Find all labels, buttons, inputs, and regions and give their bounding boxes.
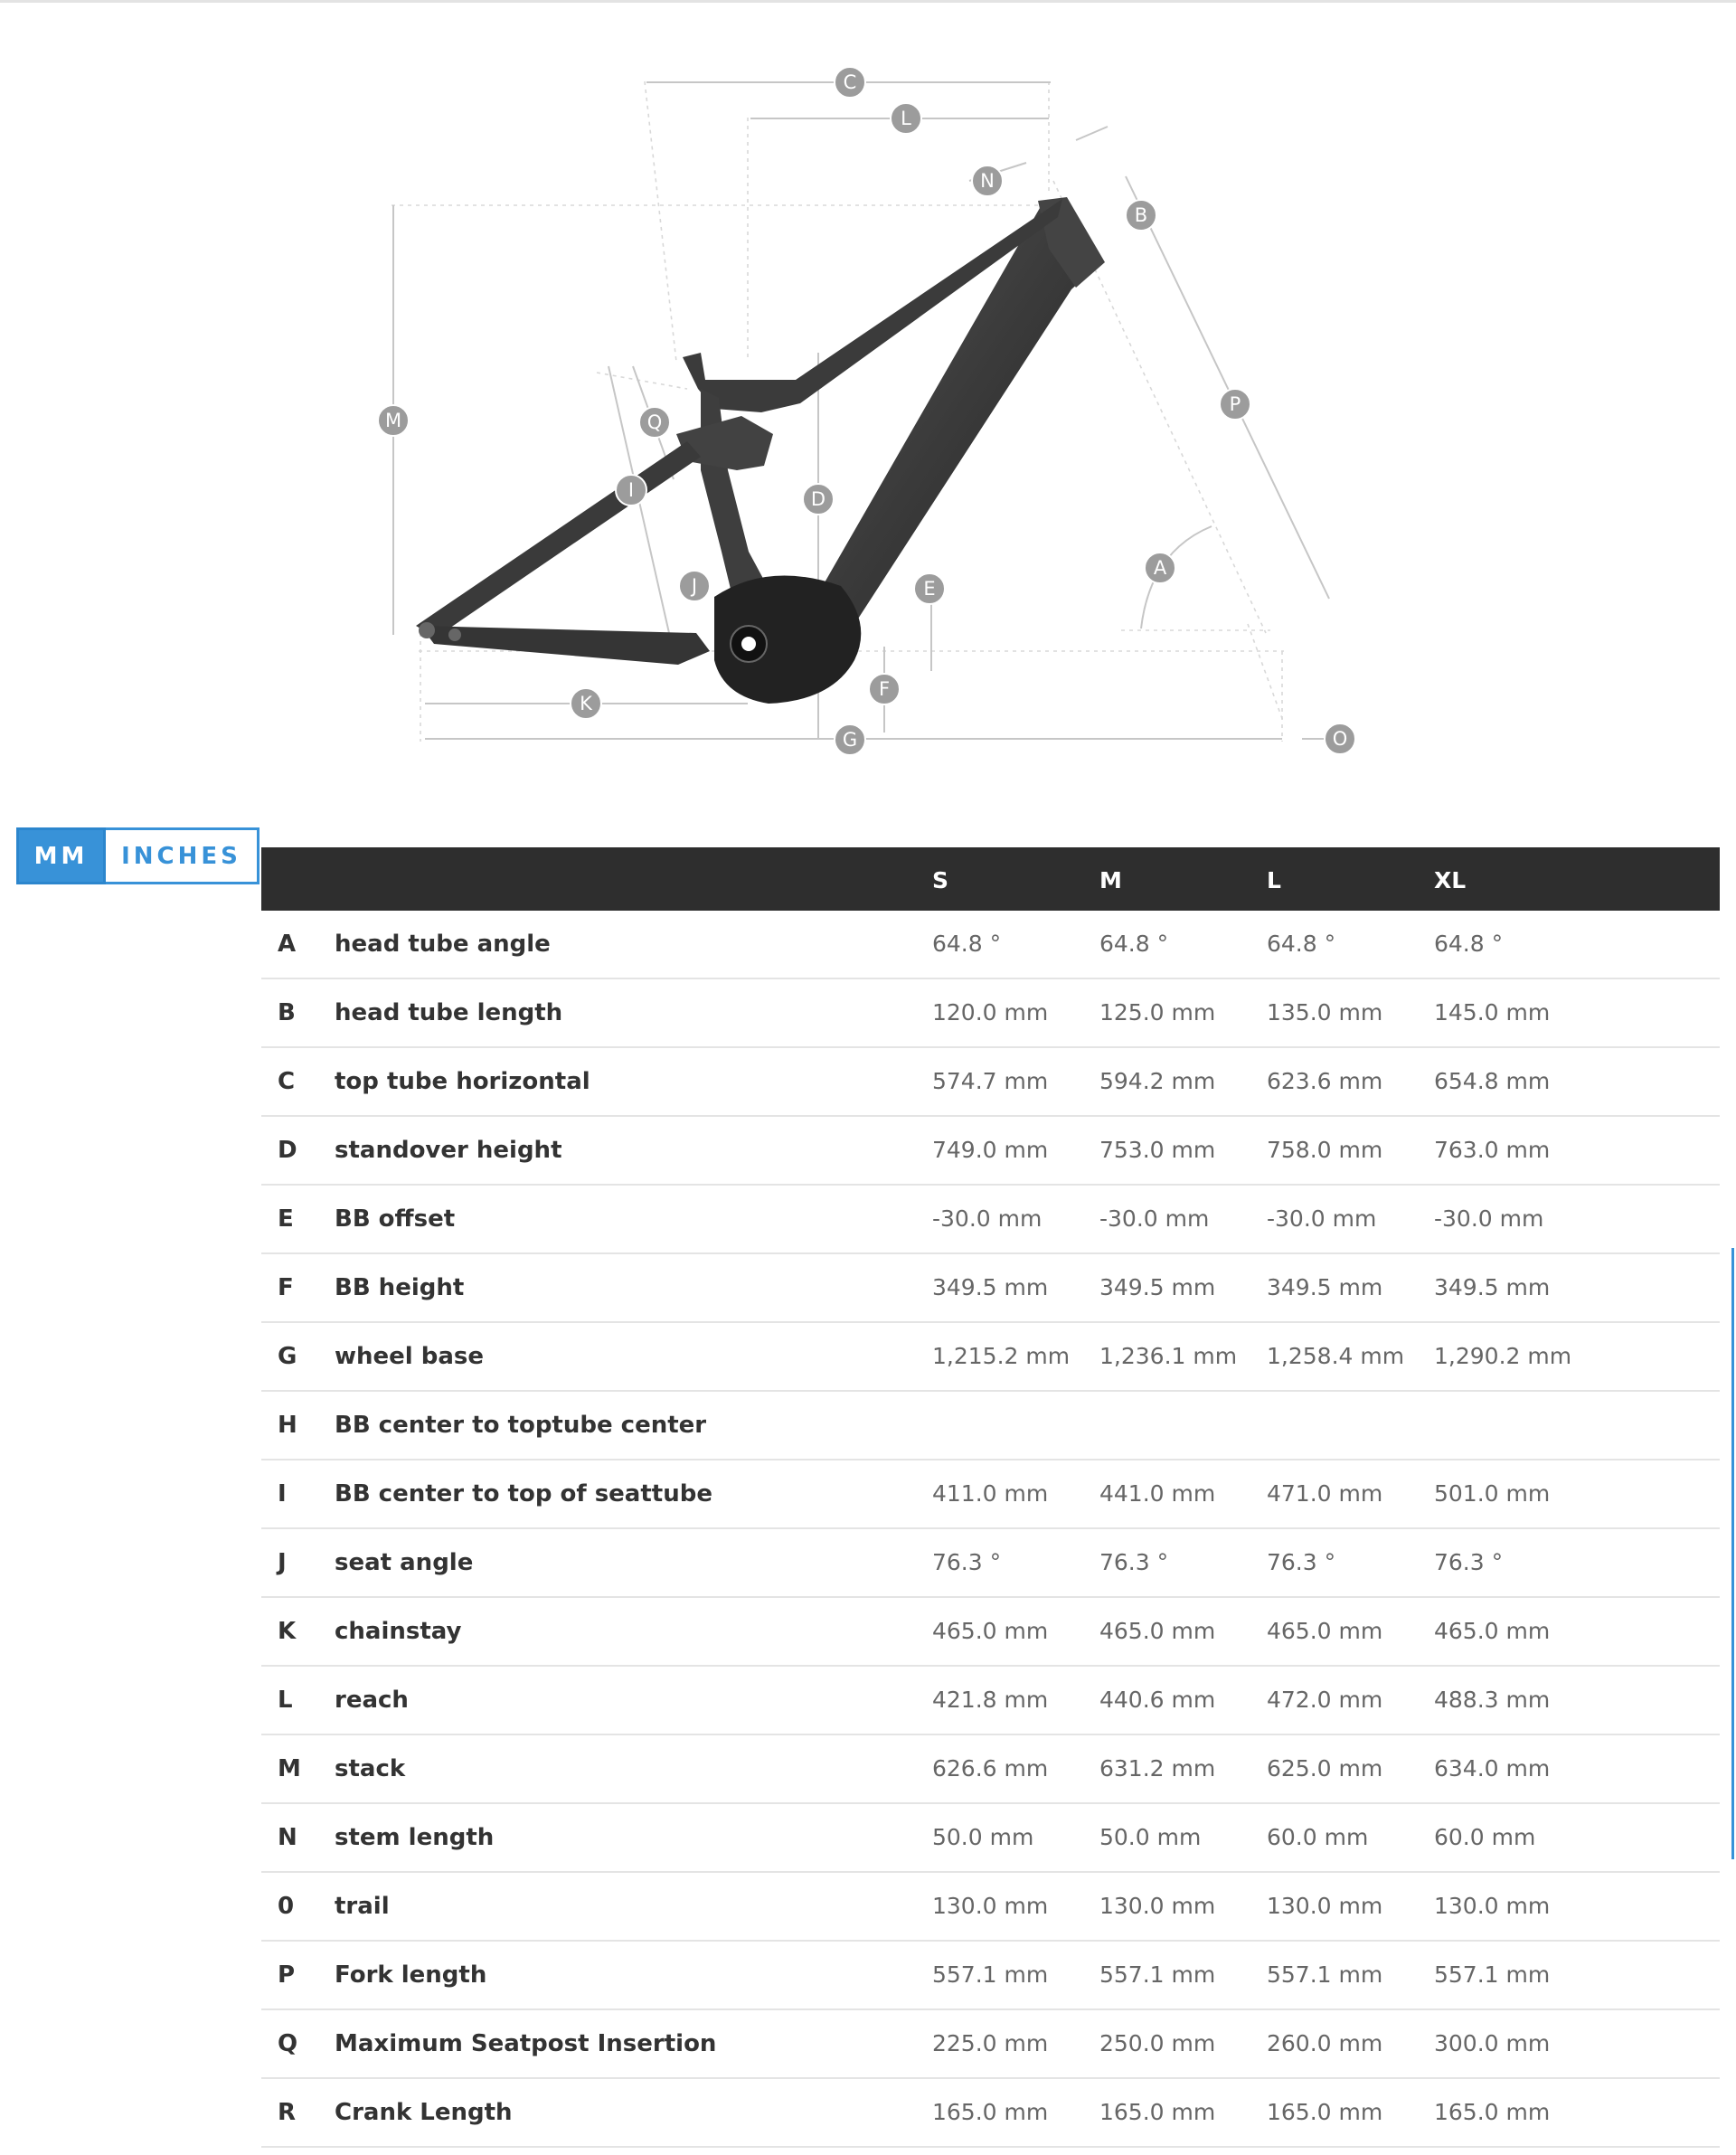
svg-text:L: L: [901, 108, 911, 129]
value-m: 1,236.1 mm: [1099, 1343, 1238, 1369]
value-xl: 165.0 mm: [1434, 2099, 1551, 2125]
row-label: head tube angle: [335, 931, 551, 958]
badge-e: [914, 573, 945, 604]
row-letter: M: [278, 1755, 301, 1782]
svg-text:K: K: [580, 693, 592, 714]
svg-text:D: D: [810, 488, 826, 510]
row-letter: R: [278, 2099, 297, 2126]
row-label: Fork length: [335, 1961, 487, 1989]
value-s: 349.5 mm: [932, 1274, 1049, 1300]
row-letter: F: [278, 1274, 294, 1301]
row-label: standover height: [335, 1137, 562, 1164]
value-xl: 349.5 mm: [1434, 1274, 1551, 1300]
badge-p: [1220, 389, 1250, 420]
row-label: chainstay: [335, 1618, 462, 1645]
value-s: -30.0 mm: [932, 1205, 1043, 1232]
row-letter: A: [278, 931, 297, 958]
badge-c: [835, 67, 865, 98]
value-s: 76.3 °: [932, 1549, 1002, 1575]
value-l: 260.0 mm: [1267, 2030, 1383, 2056]
value-xl: 145.0 mm: [1434, 999, 1551, 1026]
row-letter: I: [278, 1480, 287, 1508]
svg-text:N: N: [980, 170, 995, 192]
table-row: [261, 1942, 1720, 2010]
value-s: 165.0 mm: [932, 2099, 1049, 2125]
row-label: seat angle: [335, 1549, 474, 1576]
column-header-l: L: [1267, 867, 1281, 893]
row-letter: B: [278, 999, 296, 1026]
value-xl: 1,290.2 mm: [1434, 1343, 1572, 1369]
value-m: 631.2 mm: [1099, 1755, 1216, 1782]
value-l: 349.5 mm: [1267, 1274, 1383, 1300]
table-row: [261, 1392, 1720, 1460]
table-row: [261, 1117, 1720, 1186]
table-row: [261, 1873, 1720, 1942]
value-m: 594.2 mm: [1099, 1068, 1216, 1094]
value-l: 557.1 mm: [1267, 1961, 1383, 1988]
value-m: 125.0 mm: [1099, 999, 1216, 1026]
value-m: 165.0 mm: [1099, 2099, 1216, 2125]
value-m: 64.8 °: [1099, 931, 1169, 957]
badge-o: [1325, 723, 1355, 754]
row-label: head tube length: [335, 999, 563, 1026]
row-letter: E: [278, 1205, 294, 1233]
row-letter: P: [278, 1961, 296, 1989]
value-s: 411.0 mm: [932, 1480, 1049, 1507]
svg-text:B: B: [1134, 204, 1148, 226]
geometry-table: [261, 847, 1720, 2148]
table-row: [261, 1529, 1720, 1598]
value-l: 1,258.4 mm: [1267, 1343, 1405, 1369]
value-l: 472.0 mm: [1267, 1687, 1383, 1713]
row-letter: G: [278, 1343, 297, 1370]
value-l: 130.0 mm: [1267, 1893, 1383, 1919]
badge-n: [972, 165, 1003, 196]
table-row: [261, 1804, 1720, 1873]
svg-text:A: A: [1153, 557, 1167, 579]
value-m: 465.0 mm: [1099, 1618, 1216, 1644]
column-header-s: S: [932, 867, 949, 893]
value-l: 165.0 mm: [1267, 2099, 1383, 2125]
value-m: 349.5 mm: [1099, 1274, 1216, 1300]
value-s: 130.0 mm: [932, 1893, 1049, 1919]
value-s: 225.0 mm: [932, 2030, 1049, 2056]
value-s: 421.8 mm: [932, 1687, 1049, 1713]
badge-k: [571, 688, 601, 719]
value-s: 557.1 mm: [932, 1961, 1049, 1988]
row-label: Maximum Seatpost Insertion: [335, 2030, 717, 2057]
value-m: 250.0 mm: [1099, 2030, 1216, 2056]
table-body: [261, 911, 1720, 2148]
svg-text:E: E: [923, 578, 936, 600]
table-row: [261, 2079, 1720, 2148]
row-label: BB center to toptube center: [335, 1412, 707, 1439]
value-xl: 634.0 mm: [1434, 1755, 1551, 1782]
badge-f: [869, 674, 900, 704]
badge-a: [1145, 553, 1175, 583]
row-letter: Q: [278, 2030, 298, 2057]
value-m: 76.3 °: [1099, 1549, 1169, 1575]
value-s: 50.0 mm: [932, 1824, 1034, 1850]
value-xl: 501.0 mm: [1434, 1480, 1551, 1507]
column-header-xl: XL: [1434, 867, 1467, 893]
svg-text:P: P: [1229, 393, 1241, 415]
value-xl: 300.0 mm: [1434, 2030, 1551, 2056]
badge-g: [835, 724, 865, 755]
row-letter: H: [278, 1412, 297, 1439]
value-s: 1,215.2 mm: [932, 1343, 1071, 1369]
row-label: BB offset: [335, 1205, 456, 1233]
value-s: 64.8 °: [932, 931, 1002, 957]
svg-text:G: G: [842, 729, 858, 751]
table-row: [261, 1667, 1720, 1735]
row-label: stack: [335, 1755, 406, 1782]
svg-text:F: F: [878, 678, 891, 700]
table-row: [261, 1186, 1720, 1254]
value-l: 64.8 °: [1267, 931, 1336, 957]
value-l: 623.6 mm: [1267, 1068, 1383, 1094]
svg-text:C: C: [843, 71, 857, 93]
table-row: [261, 1460, 1720, 1529]
value-xl: 130.0 mm: [1434, 1893, 1551, 1919]
value-l: 758.0 mm: [1267, 1137, 1383, 1163]
value-m: 441.0 mm: [1099, 1480, 1216, 1507]
value-l: 625.0 mm: [1267, 1755, 1383, 1782]
badge-l: [891, 103, 921, 134]
value-s: 574.7 mm: [932, 1068, 1049, 1094]
table-row: [261, 1735, 1720, 1804]
table-row: [261, 1254, 1720, 1323]
value-xl: -30.0 mm: [1434, 1205, 1544, 1232]
value-xl: 488.3 mm: [1434, 1687, 1551, 1713]
row-label: Crank Length: [335, 2099, 513, 2126]
svg-text:I: I: [627, 479, 635, 501]
value-xl: 60.0 mm: [1434, 1824, 1536, 1850]
value-l: 60.0 mm: [1267, 1824, 1369, 1850]
value-s: 465.0 mm: [932, 1618, 1049, 1644]
badge-i: [616, 475, 646, 506]
table-row: [261, 911, 1720, 979]
row-label: BB height: [335, 1274, 465, 1301]
value-m: 557.1 mm: [1099, 1961, 1216, 1988]
row-label: trail: [335, 1893, 390, 1920]
value-l: 465.0 mm: [1267, 1618, 1383, 1644]
value-xl: 557.1 mm: [1434, 1961, 1551, 1988]
value-s: 120.0 mm: [932, 999, 1049, 1026]
svg-text:M: M: [384, 410, 402, 431]
value-xl: 654.8 mm: [1434, 1068, 1551, 1094]
badge-j: [679, 571, 710, 601]
value-m: 440.6 mm: [1099, 1687, 1216, 1713]
value-xl: 763.0 mm: [1434, 1137, 1551, 1163]
badge-d: [803, 484, 834, 515]
table-row: [261, 2010, 1720, 2079]
svg-text:J: J: [691, 575, 698, 597]
diagram-badges: [378, 67, 1355, 755]
mm-unit-button[interactable]: MM: [16, 827, 106, 884]
table-row: [261, 1323, 1720, 1392]
table-row: [261, 1048, 1720, 1117]
unit-toggle: [16, 827, 259, 884]
value-xl: 465.0 mm: [1434, 1618, 1551, 1644]
value-l: -30.0 mm: [1267, 1205, 1377, 1232]
row-letter: C: [278, 1068, 296, 1095]
value-l: 471.0 mm: [1267, 1480, 1383, 1507]
row-letter: K: [278, 1618, 297, 1645]
row-label: wheel base: [335, 1343, 485, 1370]
frame-geometry-diagram: [0, 0, 1736, 787]
row-letter: 0: [278, 1893, 295, 1920]
row-label: top tube horizontal: [335, 1068, 590, 1095]
inches-unit-button[interactable]: INCHES: [106, 827, 259, 884]
row-label: BB center to top of seattube: [335, 1480, 712, 1508]
row-label: stem length: [335, 1824, 495, 1851]
value-m: 130.0 mm: [1099, 1893, 1216, 1919]
table-header: [261, 847, 1720, 911]
table-row: [261, 979, 1720, 1048]
value-s: 626.6 mm: [932, 1755, 1049, 1782]
value-m: -30.0 mm: [1099, 1205, 1210, 1232]
badge-b: [1126, 200, 1156, 231]
value-m: 50.0 mm: [1099, 1824, 1202, 1850]
table-row: [261, 1598, 1720, 1667]
value-m: 753.0 mm: [1099, 1137, 1216, 1163]
value-s: 749.0 mm: [932, 1137, 1049, 1163]
svg-text:Q: Q: [646, 411, 663, 433]
column-header-m: M: [1099, 867, 1122, 893]
scroll-indicator: [1731, 1248, 1734, 1859]
row-letter: D: [278, 1137, 297, 1164]
bike-frame: [416, 197, 1105, 704]
value-xl: 64.8 °: [1434, 931, 1504, 957]
value-l: 135.0 mm: [1267, 999, 1383, 1026]
badge-q: [639, 407, 670, 438]
row-letter: L: [278, 1687, 293, 1714]
row-label: reach: [335, 1687, 409, 1714]
svg-text:O: O: [1332, 728, 1348, 750]
value-xl: 76.3 °: [1434, 1549, 1504, 1575]
row-letter: N: [278, 1824, 297, 1851]
badge-m: [378, 405, 409, 436]
row-letter: J: [278, 1549, 287, 1576]
value-l: 76.3 °: [1267, 1549, 1336, 1575]
